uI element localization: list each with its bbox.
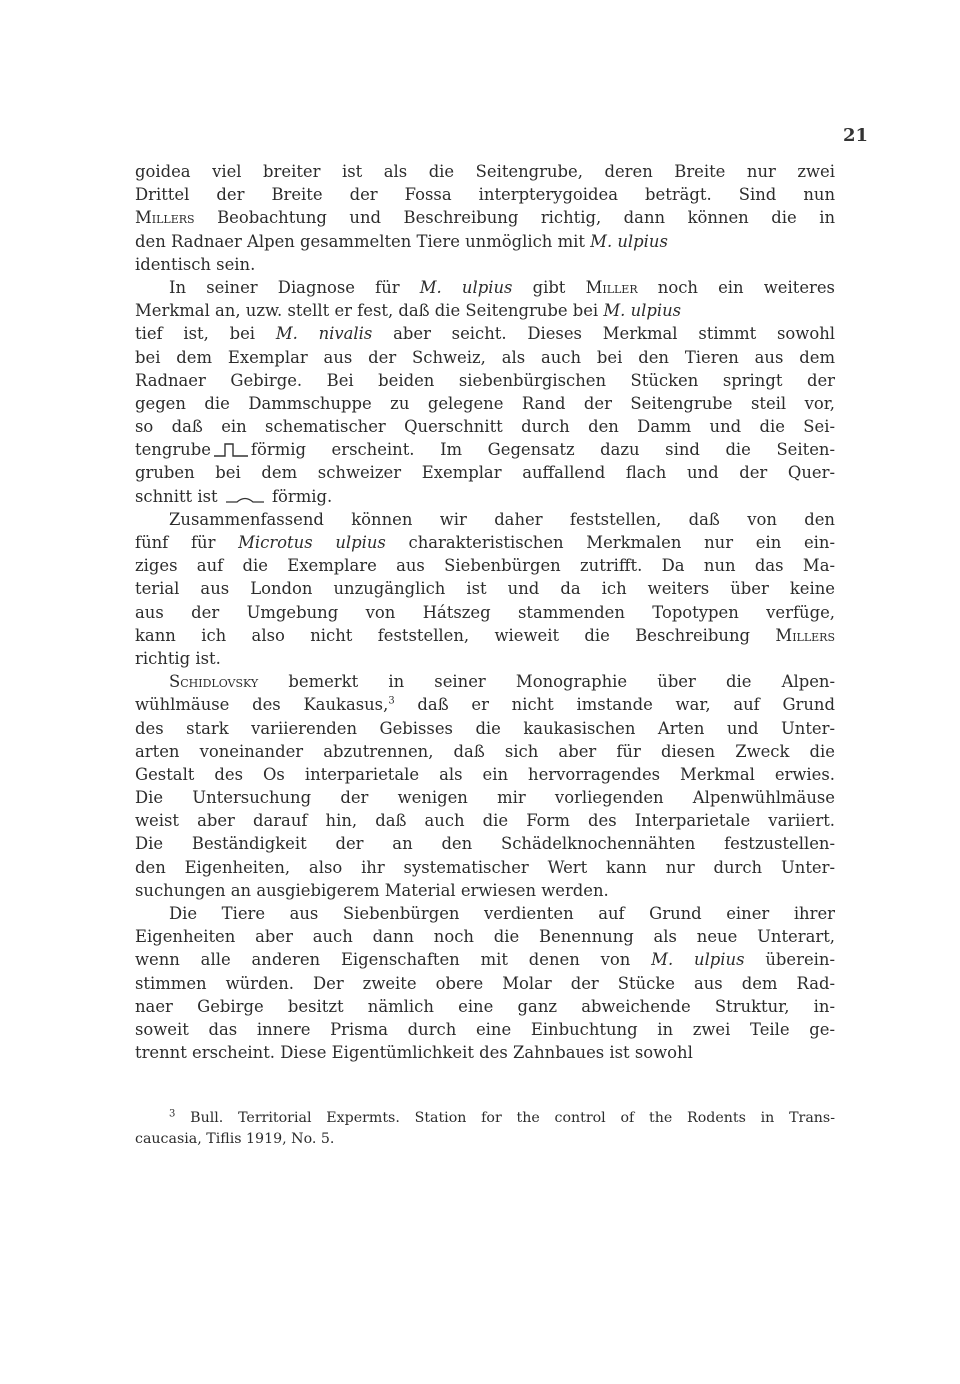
text-run: förmig. — [266, 486, 333, 506]
text-line: gegen die Dammschuppe zu gelegene Rand der Seitengrube steil vor, — [135, 393, 835, 413]
text-line: gruben bei dem schweizer Exemplar auffallend flach und der Quer- — [135, 463, 835, 483]
text-line: suchungen an ausgiebigerem Material erwiesen werden. — [135, 880, 609, 900]
text-run: In seiner Diagnose für — [169, 277, 420, 297]
text-line: ziges auf die Exemplare aus Siebenbürgen zutrifft. Da nun das Ma- — [135, 556, 835, 576]
text-run: wenn alle anderen Eigenschaften mit denen von — [135, 950, 652, 970]
text-run: aber seicht. Dieses Merkmal stimmt sowohl — [372, 324, 835, 344]
text-line — [135, 230, 835, 253]
author-name: Millers — [135, 208, 195, 228]
footnote-text-2: caucasia, Tiflis 1919, No. 5. — [135, 1131, 335, 1147]
footnote-reference: 3 — [388, 695, 395, 707]
text-run: förmig erscheint. Im Gegensatz dazu sind die Seiten- — [250, 440, 835, 460]
text-run: charakteristischen Merkmalen nur ein ein- — [385, 533, 835, 552]
text-line: identisch sein. — [135, 254, 256, 274]
text-line: terial aus London unzugänglich ist und da ich weiters über keine — [135, 579, 835, 599]
step-profile-symbol — [213, 441, 249, 457]
species-name: M. ulpius — [419, 277, 513, 297]
text-run: bemerkt in seiner Monographie über die Alpen- — [258, 672, 835, 692]
text-line: stimmen würden. Der zweite obere Molar der Stücke aus dem Rad- — [135, 973, 835, 993]
species-name: M. ulpius — [651, 950, 745, 970]
author-name: Millers — [775, 625, 835, 645]
text-line: des stark variierenden Gebisses die kaukasischen Arten und Unter- — [135, 718, 835, 738]
text-run: Merkmal an, uzw. stellt er fest, daß die Seitengrube bei — [135, 301, 604, 321]
text-run: den Radnaer Alpen gesammelten Tiere unmöglich mit — [135, 231, 591, 251]
text-line — [135, 693, 835, 716]
text-line — [135, 276, 835, 299]
text-run: tief ist, bei — [135, 324, 276, 344]
text-line: Gestalt des Os interparietale als ein hervorragendes Merkmal erwies. — [135, 764, 835, 784]
text-line — [135, 299, 835, 322]
species-name: M. ulpius — [603, 301, 682, 321]
text-line: naer Gebirge besitzt nämlich eine ganz abweichende Struktur, in- — [135, 996, 835, 1016]
text-run: schnitt ist — [135, 486, 223, 506]
text-line: so daß ein schematischer Querschnitt durch den Damm und die Sei- — [135, 417, 835, 437]
text-line: Zusammenfassend können wir daher feststellen, daß von den — [169, 509, 835, 529]
footnote-line — [135, 1129, 835, 1150]
text-line — [135, 322, 835, 345]
species-name: Microtus ulpius — [238, 533, 386, 552]
species-name: M. ulpius — [590, 231, 668, 251]
footnote — [135, 1108, 835, 1150]
footnote-text-1: Bull. Territorial Expermts. Station for the control of the Rodents in Trans- — [190, 1110, 836, 1126]
flat-profile-symbol — [225, 492, 265, 504]
text-line: arten voneinander abzutrennen, daß sich aber für diesen Zweck die — [135, 741, 835, 761]
text-line — [135, 206, 835, 229]
text-line: Die Beständigkeit der an den Schädelknochennähten festzustellen- — [135, 834, 835, 854]
text-line — [135, 438, 835, 461]
text-line: weist aber darauf hin, daß auch die Form des Interparietale variiert. — [135, 811, 835, 831]
text-line: richtig ist. — [135, 648, 221, 668]
text-line — [135, 531, 835, 554]
text-run: kann ich also nicht feststellen, wieweit die Beschreibung — [135, 625, 776, 645]
footnote-line — [135, 1108, 835, 1129]
text-line: Die Tiere aus Siebenbürgen verdienten auf Grund einer ihrer — [169, 904, 835, 923]
text-line: soweit das innere Prisma durch eine Einbuchtung in zwei Teile ge- — [135, 1019, 835, 1039]
page-number: 21 — [842, 125, 868, 146]
text-run: daß er nicht imstande war, auf Grund — [394, 695, 835, 715]
text-line: bei dem Exemplar aus der Schweiz, als auch bei den Tieren aus dem — [135, 347, 835, 367]
text-line: den Eigenheiten, also ihr systematischer Wert kann nur durch Unter- — [135, 857, 835, 877]
text-run: gibt — [512, 277, 586, 297]
text-line: aus der Umgebung von Hátszeg stammenden Topotypen verfüge, — [135, 602, 835, 622]
text-line: Drittel der Breite der Fossa interpterygoidea beträgt. Sind nun — [135, 185, 835, 205]
text-line: trennt erscheint. Diese Eigentümlichkeit des Zahnbaues ist sowohl — [135, 1043, 693, 1063]
text-run: fünf für — [135, 533, 239, 552]
body-text — [135, 160, 835, 1064]
text-line — [135, 485, 835, 508]
text-line: goidea viel breiter ist als die Seitengrube, deren Breite nur zwei — [135, 162, 835, 181]
text-run: tengrube — [135, 440, 211, 460]
text-run: noch ein weiteres — [637, 277, 835, 297]
text-line: Radnaer Gebirge. Bei beiden siebenbürgischen Stücken springt der — [135, 370, 835, 390]
text-line: Die Untersuchung der wenigen mir vorliegenden Alpenwühlmäuse — [135, 788, 835, 808]
footnote-marker: 3 — [169, 1108, 176, 1120]
text-run: überein- — [744, 950, 835, 970]
text-line — [135, 624, 835, 647]
text-run: wühlmäuse des Kaukasus, — [135, 695, 389, 715]
author-name: Schidlovsky — [169, 672, 259, 692]
text-line: Eigenheiten aber auch dann noch die Benennung als neue Unterart, — [135, 927, 835, 947]
author-name: Miller — [585, 277, 638, 297]
species-name: M. nivalis — [275, 324, 373, 344]
text-line — [135, 948, 835, 971]
text-run: Beobachtung und Beschreibung richtig, dann können die in — [194, 208, 835, 228]
text-line — [135, 670, 835, 693]
